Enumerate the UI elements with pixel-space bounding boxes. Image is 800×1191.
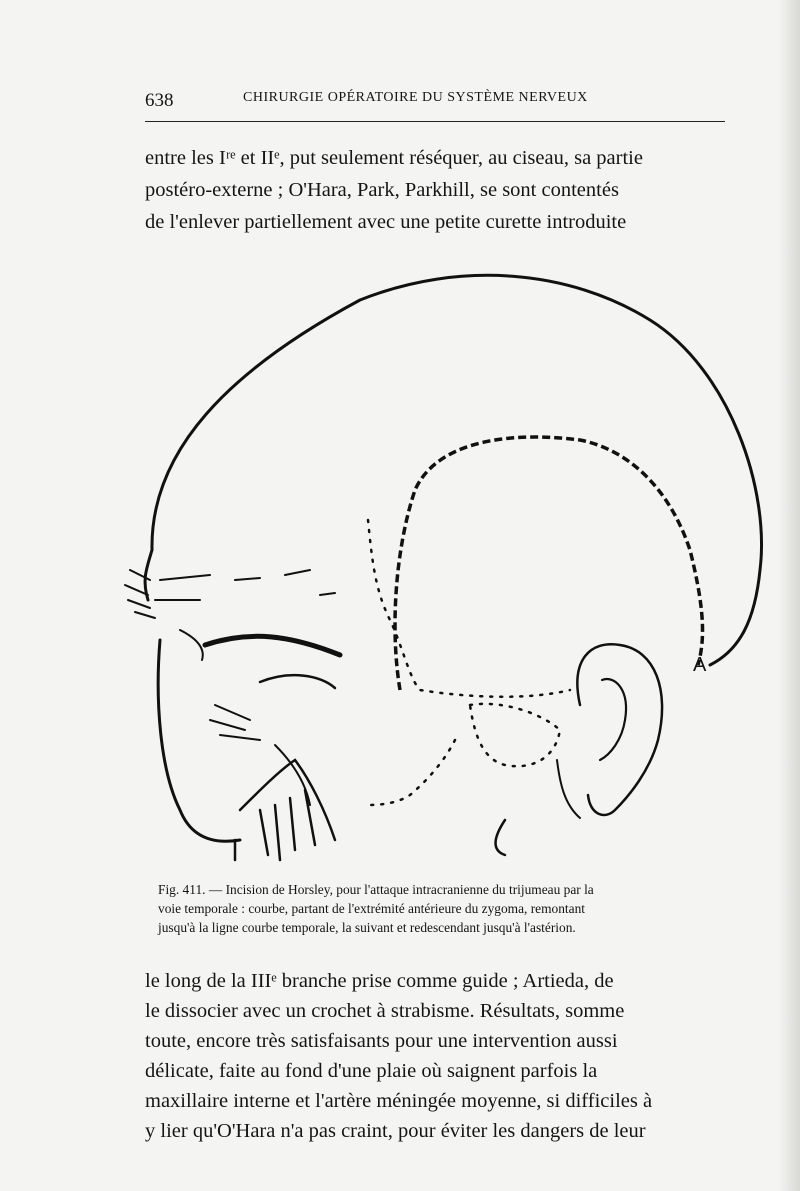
- caption-line: voie temporale : courbe, partant de l'extrémité antérieure du zygoma, remontant: [158, 901, 586, 916]
- figure-label-a: A: [693, 654, 707, 676]
- text-line: y lier qu'O'Hara n'a pas craint, pour éviter les dangers de leur: [145, 1120, 646, 1142]
- nose-line: [158, 640, 240, 841]
- top-paragraph: [145, 142, 737, 238]
- page-edge-shadow: [778, 0, 800, 1191]
- figure-411-illustration: [110, 250, 770, 880]
- text-line: toute, encore très satisfaisants pour une intervention aussi: [145, 1030, 618, 1052]
- eye-line: [260, 675, 335, 688]
- eyebrow: [205, 636, 340, 655]
- running-title: CHIRURGIE OPÉRATOIRE DU SYSTÈME NERVEUX: [243, 90, 588, 105]
- caption-line: jusqu'à la ligne courbe temporale, la suivant et redescendant jusqu'à l'astérion.: [158, 920, 576, 935]
- head-profile-drawing: [110, 250, 770, 880]
- skull-outline: [152, 275, 762, 665]
- text-line: postéro-externe ; O'Hara, Park, Parkhill, se sont contentés: [145, 179, 619, 201]
- text-line: de l'enlever partiellement avec une petite curette introduite: [145, 211, 627, 233]
- forehead-line: [145, 550, 152, 600]
- text-line: maxillaire interne et l'artère méningée moyenne, si difficiles à: [145, 1090, 653, 1112]
- page-number: 638: [145, 90, 174, 111]
- header-rule: [145, 121, 725, 122]
- text-line: le dissocier avec un crochet à strabisme. Résultats, somme: [145, 1000, 625, 1022]
- figure-caption: [158, 880, 738, 937]
- incision-line: [395, 437, 703, 690]
- mustache: [240, 760, 335, 860]
- text-line: entre les Iʳᵉ et IIᵉ, put seulement réséquer, au ciseau, sa partie: [145, 147, 643, 169]
- caption-line: Fig. 411. — Incision de Horsley, pour l'attaque intracranienne du trijumeau par la: [158, 882, 594, 897]
- bottom-paragraph: [145, 966, 737, 1146]
- text-line: le long de la IIIᵉ branche prise comme guide ; Artieda, de: [145, 970, 614, 992]
- text-line: délicate, faite au fond d'une plaie où saignent parfois la: [145, 1060, 598, 1082]
- ear: [577, 644, 662, 815]
- page-header: [145, 82, 725, 116]
